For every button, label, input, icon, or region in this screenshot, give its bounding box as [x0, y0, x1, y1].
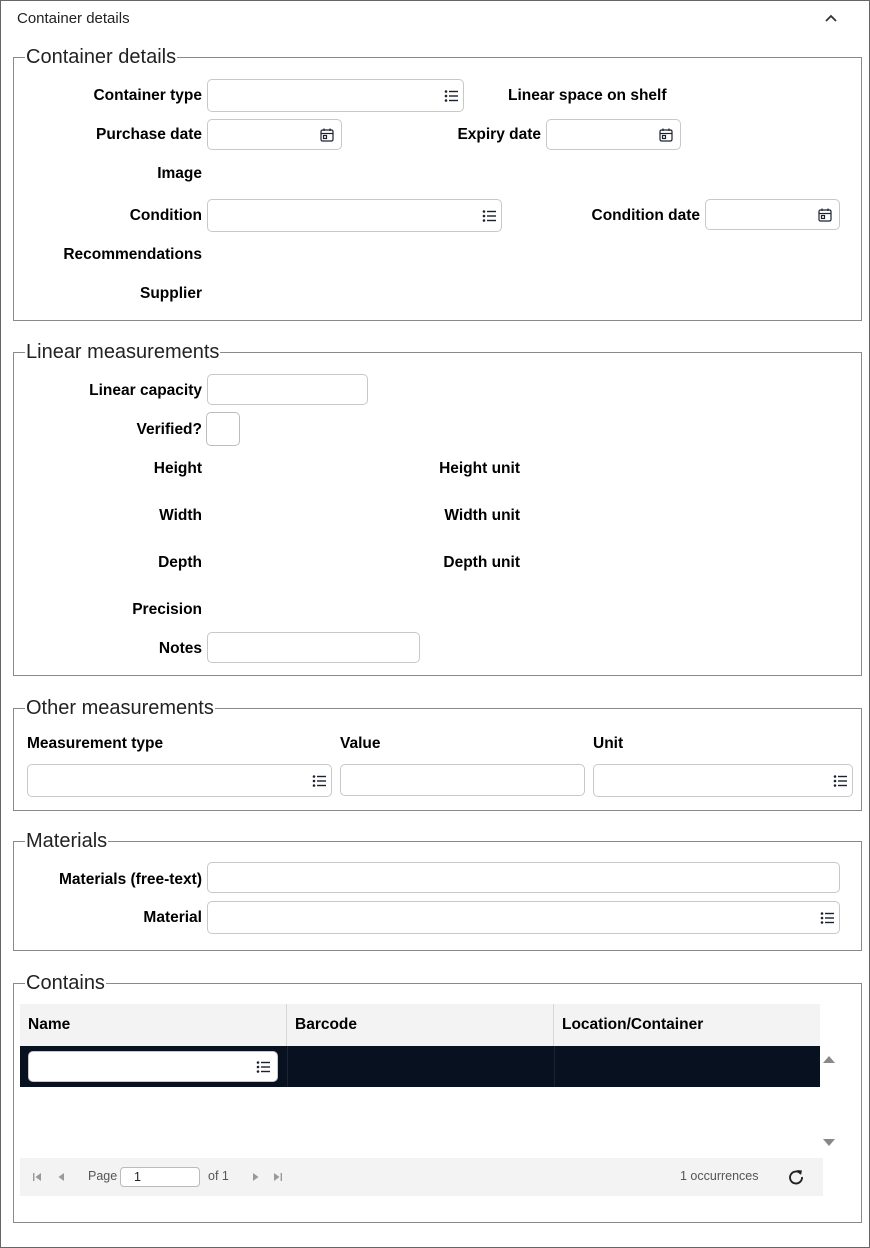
table-row[interactable] [20, 1046, 820, 1087]
group-legend: Other measurements [26, 697, 214, 719]
purchase-date-label: Purchase date [96, 126, 202, 143]
notes-label: Notes [158, 640, 202, 657]
materials-free-text-input[interactable] [207, 862, 840, 893]
image-label: Image [157, 165, 202, 182]
measurement-type-header: Measurement type [27, 735, 164, 752]
other-measurements-group [13, 697, 862, 811]
expiry-date-field[interactable] [546, 119, 681, 150]
scroll-down-icon[interactable] [822, 1138, 836, 1148]
column-header-barcode[interactable]: Barcode [287, 1004, 554, 1046]
group-legend: Container details [26, 46, 177, 68]
condition-select[interactable] [207, 199, 502, 232]
value-header: Value [340, 735, 381, 752]
scroll-up-icon[interactable] [822, 1054, 836, 1064]
column-header-name[interactable]: Name [20, 1004, 287, 1046]
contains-group [13, 972, 862, 1223]
condition-label: Condition [129, 207, 202, 224]
height-unit-label: Height unit [439, 460, 520, 477]
name-cell-select[interactable] [28, 1051, 278, 1082]
panel-title: Container details [17, 10, 130, 27]
list-icon[interactable] [832, 773, 848, 789]
supplier-label: Supplier [139, 285, 202, 302]
recommendations-label: Recommendations [63, 246, 202, 263]
barcode-cell [287, 1046, 288, 1087]
linear-space-label: Linear space on shelf [508, 87, 667, 104]
expiry-date-label: Expiry date [457, 126, 541, 143]
prev-page-icon[interactable] [56, 1172, 66, 1182]
linear-measurements-group [13, 341, 862, 676]
next-page-icon[interactable] [251, 1172, 261, 1182]
location-cell [554, 1046, 555, 1087]
grid-scrollbar[interactable] [820, 1004, 838, 1154]
material-label: Material [143, 909, 202, 926]
group-legend: Materials [26, 830, 108, 852]
linear-capacity-input[interactable] [207, 374, 368, 405]
page-label: Page [88, 1169, 118, 1183]
depth-unit-label: Depth unit [443, 554, 520, 571]
last-page-icon[interactable] [273, 1172, 283, 1182]
container-type-select[interactable] [207, 79, 464, 112]
page-number-input[interactable]: 1 [120, 1167, 200, 1187]
page-count: of 1 [208, 1169, 229, 1183]
contains-grid-header [20, 1004, 820, 1046]
verified-label: Verified? [136, 421, 202, 438]
value-input[interactable] [340, 764, 585, 796]
column-header-location[interactable]: Location/Container [562, 1016, 704, 1033]
group-legend: Contains [26, 972, 105, 994]
unit-select[interactable] [593, 764, 853, 797]
group-legend: Linear measurements [26, 341, 220, 363]
container-details-group [13, 46, 862, 321]
material-select[interactable] [207, 901, 840, 934]
occurrences-count: 1 occurrences [680, 1169, 759, 1183]
notes-input[interactable] [207, 632, 420, 663]
materials-free-text-label: Materials (free-text) [59, 871, 202, 888]
list-icon[interactable] [255, 1059, 271, 1075]
calendar-icon[interactable] [658, 127, 674, 143]
width-label: Width [159, 507, 202, 524]
verified-checkbox[interactable] [206, 412, 240, 446]
depth-label: Depth [158, 554, 202, 571]
condition-date-field[interactable] [705, 199, 840, 230]
purchase-date-field[interactable] [207, 119, 342, 150]
measurement-type-select[interactable] [27, 764, 332, 797]
list-icon[interactable] [443, 88, 459, 104]
condition-date-label: Condition date [591, 207, 700, 224]
panel-header[interactable] [2, 2, 868, 36]
calendar-icon[interactable] [319, 127, 335, 143]
width-unit-label: Width unit [444, 507, 520, 524]
unit-header: Unit [593, 735, 624, 752]
linear-capacity-label: Linear capacity [89, 382, 202, 399]
list-icon[interactable] [819, 910, 835, 926]
first-page-icon[interactable] [32, 1172, 42, 1182]
grid-pager [20, 1158, 823, 1196]
refresh-icon[interactable] [787, 1168, 805, 1186]
precision-label: Precision [132, 601, 202, 618]
container-type-label: Container type [93, 87, 202, 104]
height-label: Height [153, 460, 202, 477]
list-icon[interactable] [311, 773, 327, 789]
calendar-icon[interactable] [817, 207, 833, 223]
chevron-up-icon[interactable] [822, 10, 840, 28]
materials-group [13, 830, 862, 951]
list-icon[interactable] [481, 208, 497, 224]
